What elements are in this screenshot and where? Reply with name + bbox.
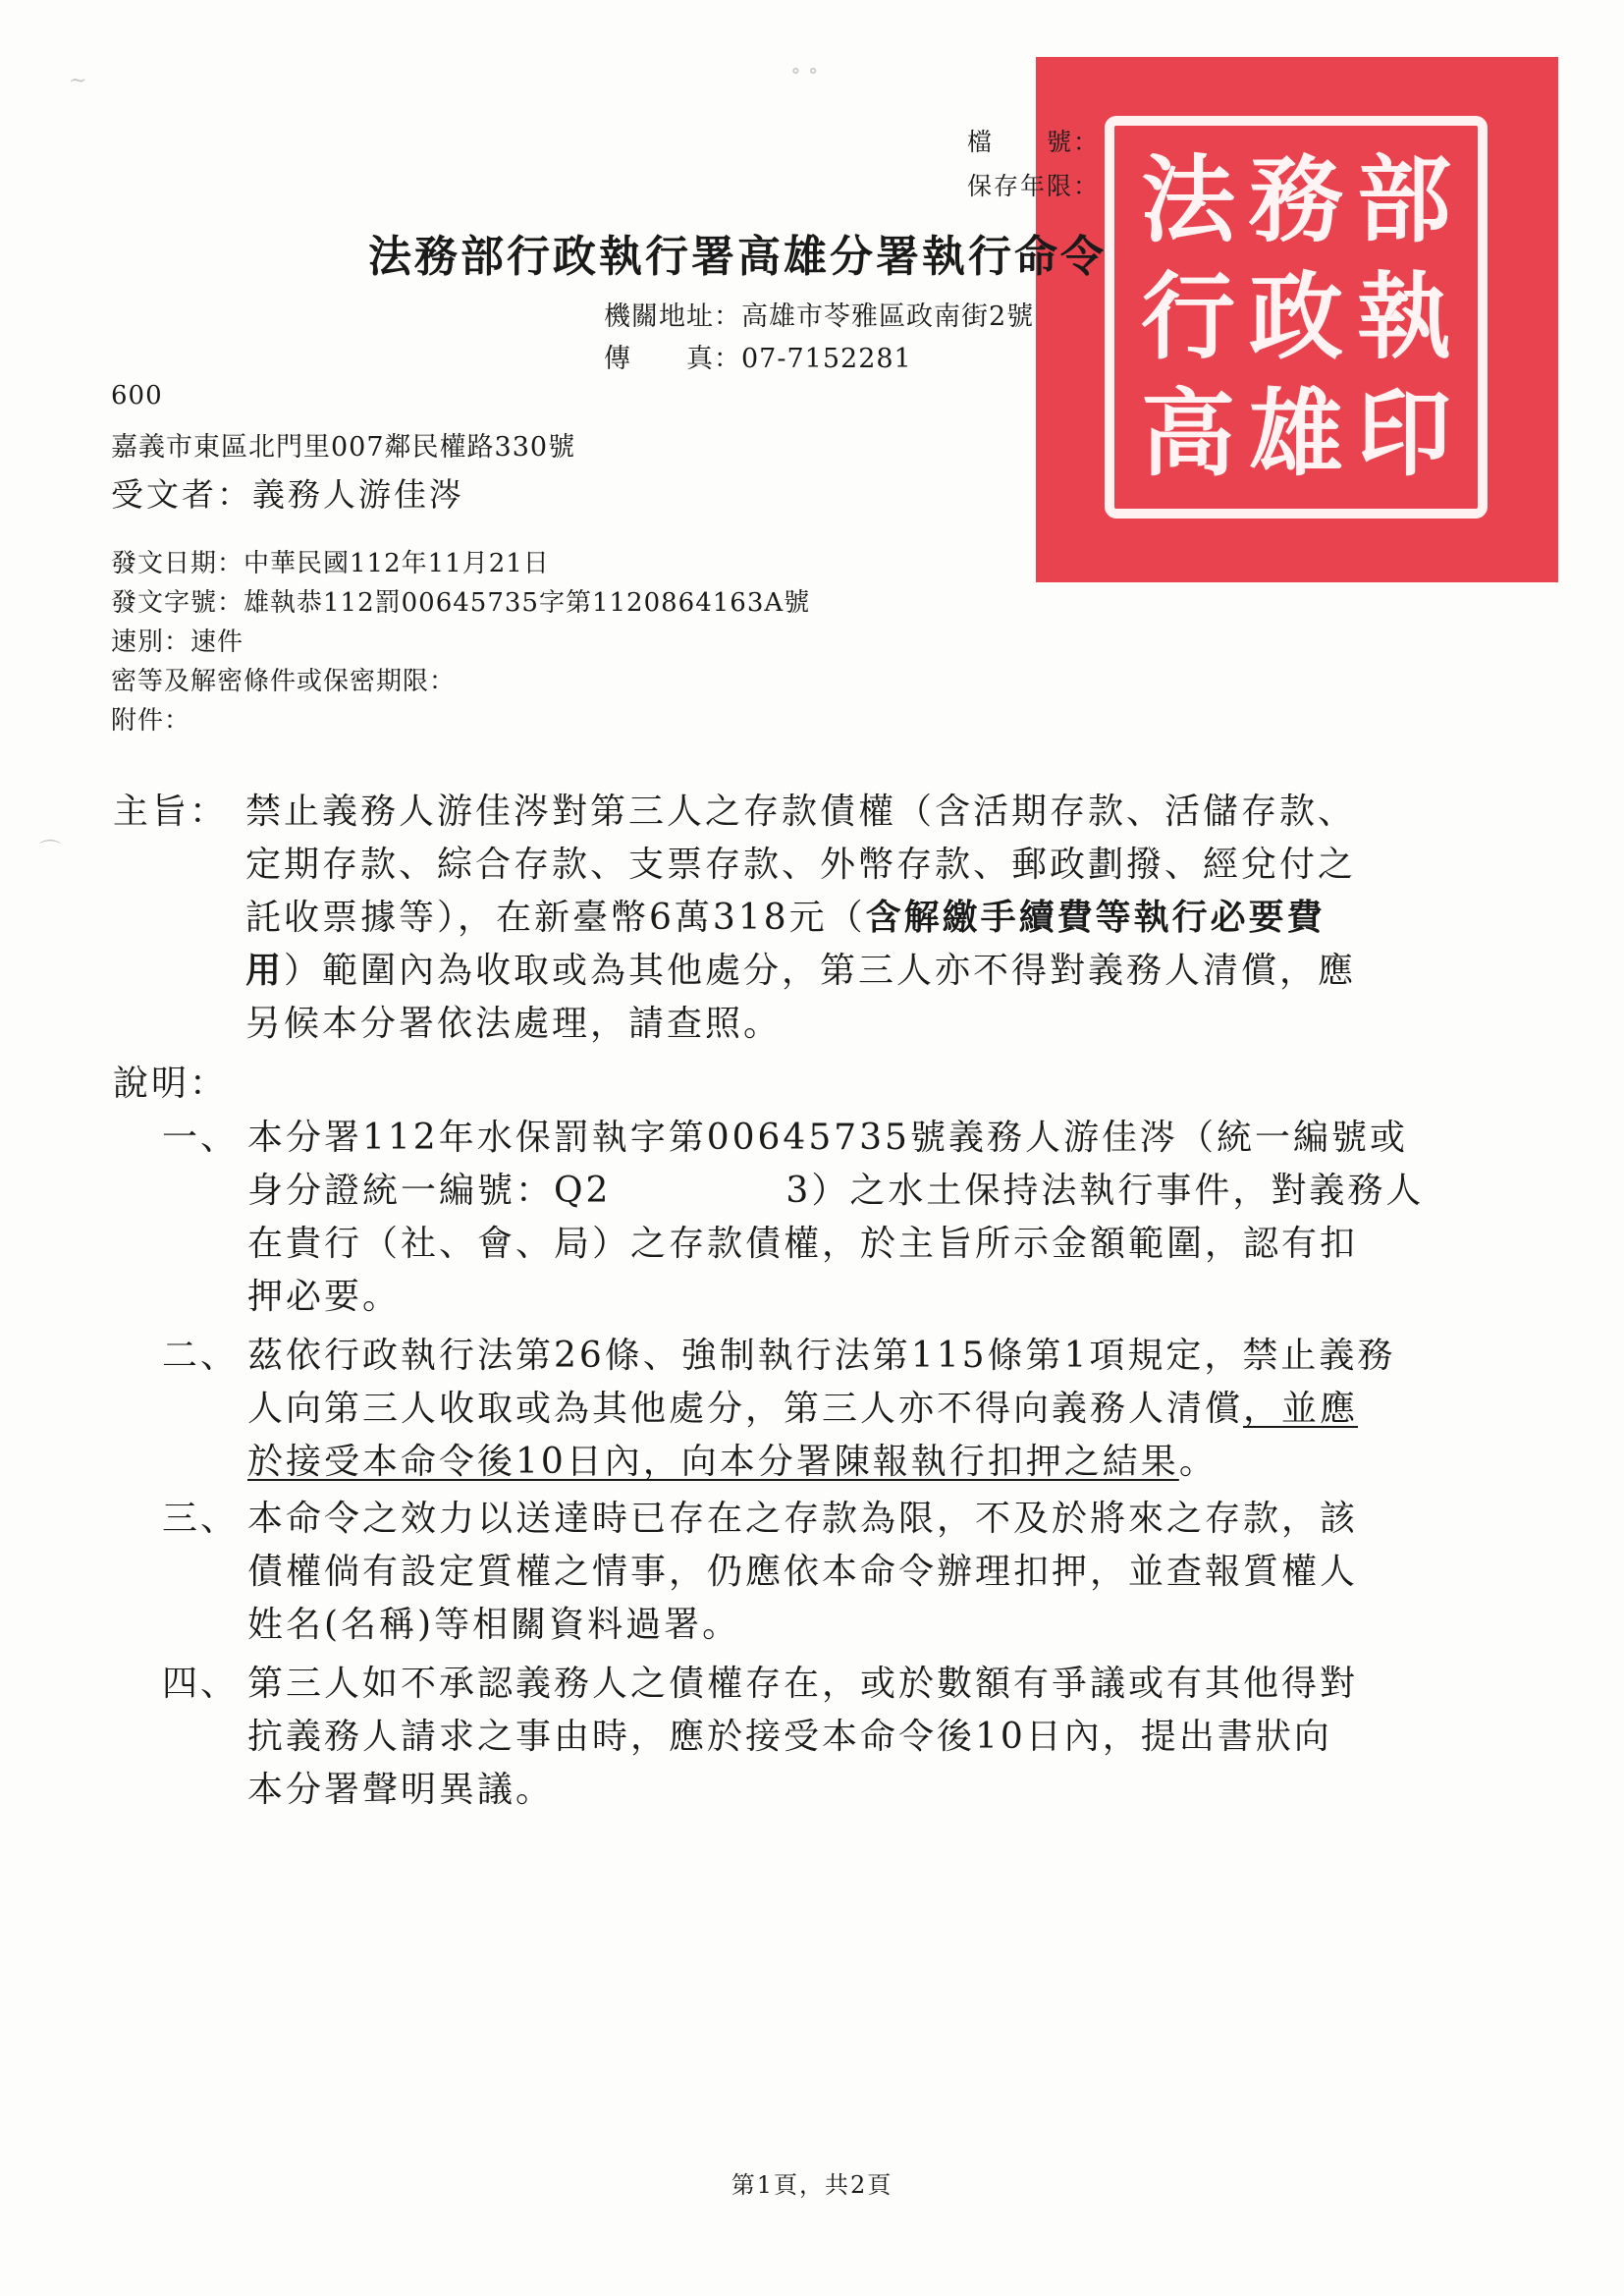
file-number-label: 檔 號： bbox=[967, 128, 1101, 156]
scan-smudge: ~ bbox=[69, 69, 87, 93]
subject-line bbox=[245, 943, 1356, 993]
seal-char: 印 bbox=[1357, 378, 1451, 490]
item-line bbox=[247, 1163, 1424, 1213]
seal-char: 行 bbox=[1141, 260, 1235, 372]
issue-date: 發文日期：中華民國112年11月21日 bbox=[111, 549, 550, 578]
issue-reference-number: 發文字號：雄執恭112罰00645735字第1120864163A號 bbox=[111, 588, 811, 618]
seal-char: 務 bbox=[1249, 143, 1343, 255]
underlined-text: 於接受本命令後10日內，向本分署陳報執行扣押之結果 bbox=[247, 1442, 1179, 1482]
item-line: 在貴行（社、會、局）之存款債權，於主旨所示金額範圍，認有扣 bbox=[247, 1224, 1359, 1264]
subject-bold-text: 含解繳手續費等執行必要費 bbox=[865, 897, 1326, 938]
subject-label: 主旨： bbox=[113, 792, 229, 832]
seal-char: 部 bbox=[1357, 143, 1451, 255]
scan-smudge: ∘ ∘ bbox=[790, 59, 819, 83]
subject-line: 禁止義務人游佳涔對第三人之存款債權（含活期存款、活儲存款、 bbox=[245, 792, 1357, 832]
item-line bbox=[247, 1381, 1358, 1431]
subject-bold-text: 用 bbox=[245, 950, 285, 991]
item-line bbox=[247, 1434, 1218, 1484]
item-number: 四、 bbox=[162, 1664, 240, 1704]
attachments: 附件： bbox=[111, 706, 191, 736]
subject-line: 定期存款、綜合存款、支票存款、外幣存款、郵政劃撥、經兌付之 bbox=[245, 845, 1357, 885]
retention-period-label: 保存年限： bbox=[967, 172, 1101, 200]
item-number: 二、 bbox=[162, 1336, 240, 1376]
item-line: 本分署112年水保罰執字第00645735號義務人游佳涔（統一編號或 bbox=[247, 1118, 1408, 1158]
item-line: 本分署聲明異議。 bbox=[247, 1770, 555, 1810]
agency-address: 機關地址：高雄市苓雅區政南街2號 bbox=[604, 301, 1035, 332]
underlined-text: ，並應 bbox=[1243, 1389, 1359, 1429]
subject-text: ）範圍內為收取或為其他處分，第三人亦不得對義務人清償，應 bbox=[284, 951, 1357, 991]
seal-char: 政 bbox=[1249, 260, 1343, 372]
item-number: 三、 bbox=[162, 1499, 240, 1539]
item-line: 押必要。 bbox=[247, 1277, 402, 1317]
seal-char: 法 bbox=[1141, 143, 1235, 255]
official-seal bbox=[1036, 57, 1558, 582]
recipient-name: 受文者：義務人游佳涔 bbox=[111, 475, 464, 514]
page-number: 第1頁，共2頁 bbox=[731, 2171, 893, 2199]
explanation-label: 說明： bbox=[113, 1064, 229, 1104]
item-number: 一、 bbox=[162, 1118, 240, 1158]
subject-line: 另候本分署依法處理，請查照。 bbox=[245, 1004, 783, 1044]
scan-smudge: ⌒ bbox=[39, 840, 62, 864]
subject-line bbox=[245, 890, 1326, 940]
item-line: 第三人如不承認義務人之債權存在，或於數額有爭議或有其他得對 bbox=[247, 1664, 1359, 1704]
seal-border bbox=[1105, 116, 1488, 519]
item-line: 本命令之效力以送達時已存在之存款為限，不及於將來之存款，該 bbox=[247, 1499, 1359, 1539]
seal-char: 高 bbox=[1141, 378, 1235, 490]
item-line: 抗義務人請求之事由時，應於接受本命令後10日內，提出書狀向 bbox=[247, 1717, 1332, 1757]
seal-char: 執 bbox=[1357, 260, 1451, 372]
item-text: 3）之水土保持法執行事件，對義務人 bbox=[785, 1171, 1425, 1211]
item-text: 身分證統一編號：Q2 bbox=[247, 1171, 612, 1211]
seal-char: 雄 bbox=[1249, 378, 1343, 490]
item-text: 人向第三人收取或為其他處分，第三人亦不得向義務人清償 bbox=[247, 1389, 1244, 1429]
subject-text: 託收票據等），在新臺幣6萬318元（ bbox=[245, 898, 866, 938]
seal-characters bbox=[1134, 141, 1458, 493]
recipient-postcode: 600 bbox=[111, 381, 163, 410]
item-line: 茲依行政執行法第26條、強制執行法第115條第1項規定，禁止義務 bbox=[247, 1336, 1396, 1376]
delivery-speed: 速別：速件 bbox=[111, 628, 244, 657]
item-line: 姓名(名稱)等相關資料過署。 bbox=[247, 1605, 741, 1645]
secrecy-level: 密等及解密條件或保密期限： bbox=[111, 667, 457, 696]
agency-fax: 傳 真：07-7152281 bbox=[604, 344, 912, 374]
document-title: 法務部行政執行署高雄分署執行命令 bbox=[368, 232, 1107, 282]
recipient-address: 嘉義市東區北門里007鄰民權路330號 bbox=[111, 432, 576, 463]
item-line: 債權倘有設定質權之情事，仍應依本命令辦理扣押，並查報質權人 bbox=[247, 1552, 1359, 1592]
item-text: 。 bbox=[1178, 1442, 1218, 1482]
